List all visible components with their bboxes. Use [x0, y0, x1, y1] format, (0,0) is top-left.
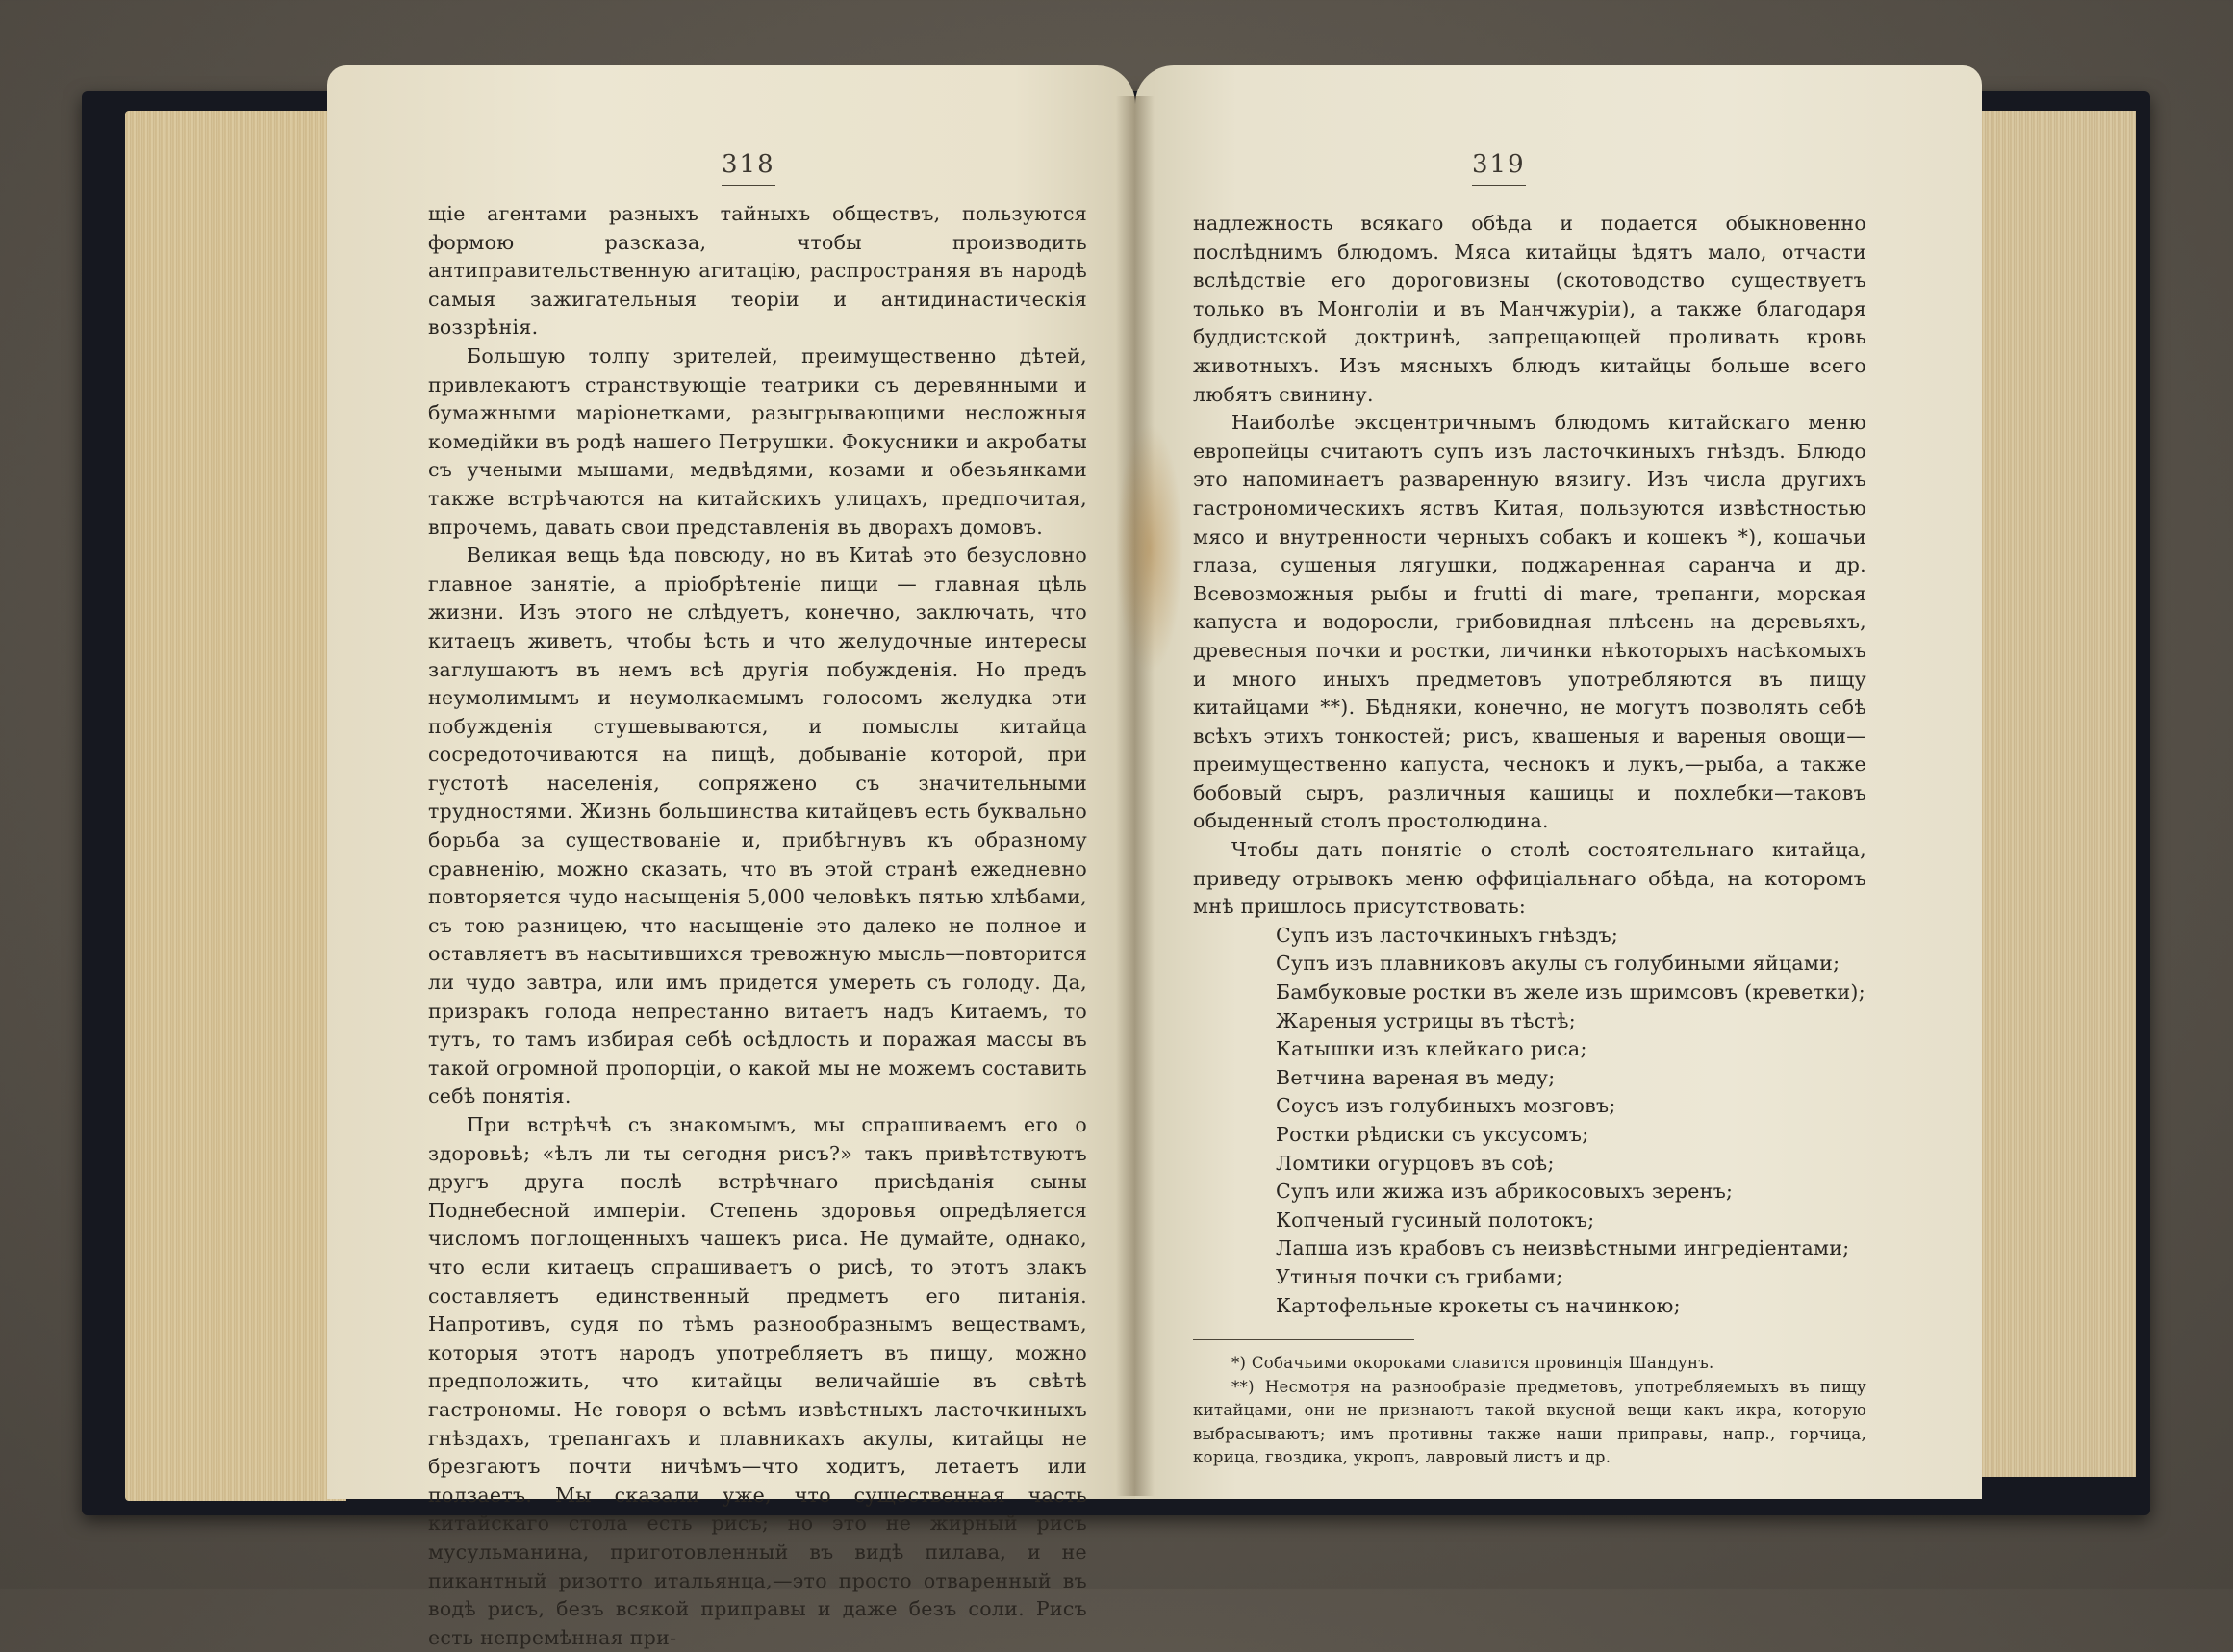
- right-page-number: 319: [1472, 150, 1526, 186]
- left-paragraph-4: При встрѣчѣ съ знакомымъ, мы спрашиваемъ его о здоровьѣ; «ѣлъ ли ты сегодня рисъ?» такъ привѣтствуютъ другъ друга послѣ встрѣчнаго присѣданія сыны Поднебесной имперіи. Степень здоровья опредѣляется числомъ поглощенныхъ чашекъ риса. Не думайте, однако, что если китаецъ спрашиваетъ о рисѣ, то этотъ злакъ составляетъ единственный предметъ его питанія. Напротивъ, судя по тѣмъ разнообразнымъ веществамъ, которыя этотъ народъ употребляетъ въ пищу, можно предположить, что китайцы величайшіе въ свѣтѣ гастрономы. Не говоря о всѣмъ извѣстныхъ ласточкиныхъ гнѣздахъ, трепангахъ и плавникахъ акулы, китайцы не брезгаютъ почти ничѣмъ—что ходитъ, летаетъ или ползаетъ. Мы сказали уже, что существенная часть китайскаго стола есть рисъ; но это не жирный рисъ мусульманина, приготовленный въ видѣ пилава, и не пикантный ризотто итальянца,—это просто отваренный въ водѣ рисъ, безъ всякой приправы и даже безъ соли. Рисъ есть непремѣнная при-: [428, 1113, 1087, 1649]
- menu-item: Супъ изъ плавниковъ акулы съ голубиными яйцами;: [1276, 952, 1840, 976]
- left-page-number: 318: [722, 150, 775, 186]
- menu-item: Бамбуковые ростки въ желе изъ шримсовъ (креветки);: [1276, 980, 1865, 1004]
- menu-item: Супъ или жижа изъ абрикосовыхъ зеренъ;: [1276, 1180, 1734, 1204]
- right-page-text: [1193, 210, 1866, 1470]
- page-edges-left: [125, 111, 346, 1501]
- menu-item: Катышки изъ клейкаго риса;: [1276, 1037, 1587, 1061]
- footnote-rule: [1193, 1339, 1414, 1340]
- right-page: [1135, 65, 1982, 1499]
- left-paragraph-1: щіе агентами разныхъ тайныхъ обществъ, пользуются формою разсказа, чтобы производить антиправительственную агитацію, распространяя въ народѣ самыя зажигательныя теоріи и антидинастическія воззрѣнія.: [428, 202, 1087, 340]
- left-paragraph-2: Большую толпу зрителей, преимущественно дѣтей, привлекаютъ странствующіе театрики съ деревянными и бумажными маріонетками, разыгрывающими несложныя комедійки въ родѣ нашего Петрушки. Фокусники и акробаты съ учеными мышами, медвѣдями, козами и обезьянками также встрѣчаются на китайскихъ улицахъ, предпочитая, впрочемъ, давать свои представленія въ дворахъ домовъ.: [428, 343, 1087, 539]
- footnotes: [1193, 1352, 1866, 1470]
- menu-item: Ломтики огурцовъ въ соѣ;: [1276, 1151, 1555, 1175]
- footnote-2: **) Несмотря на разнообразіе предметовъ, употребляемыхъ въ пищу китайцами, они не признаютъ такой вкусной вещи какъ икра, которую выбрасываютъ; имъ противны также наши приправы, напр., горчица, корица, гвоздика, укропъ, лавровый листъ и др.: [1193, 1377, 1866, 1467]
- right-paragraph-1: надлежность всякаго обѣда и подается обыкновенно послѣднимъ блюдомъ. Мяса китайцы ѣдятъ мало, отчасти вслѣдствіе его дороговизны (скотоводство существуетъ только въ Монголіи и въ Манчжуріи), а также благодаря буддистской доктринѣ, запрещающей проливать кровь животныхъ. Изъ мясныхъ блюдъ китайцы больше всего любятъ свинину.: [1193, 212, 1866, 406]
- page-stain: [1116, 423, 1183, 674]
- menu-item: Жареныя устрицы въ тѣстѣ;: [1276, 1008, 1577, 1032]
- menu-item: Соусъ изъ голубиныхъ мозговъ;: [1276, 1094, 1616, 1118]
- book-gutter: [1116, 96, 1155, 1496]
- menu-item: Копченый гусиный полотокъ;: [1276, 1207, 1595, 1232]
- menu-item: Картофельные крокеты съ начинкою;: [1276, 1293, 1681, 1317]
- right-paragraph-2: Наиболѣе эксцентричнымъ блюдомъ китайскаго меню европейцы считаютъ супъ изъ ласточкиныхъ гнѣздъ. Блюдо это напоминаетъ разваренную вязигу. Изъ числа другихъ гастрономическихъ яствъ Китая, пользуются извѣстностью мясо и внутренности черныхъ собакъ и кошекъ *), кошачьи глаза, сушеныя лягушки, поджаренная саранча и др. Всевозможныя рыбы и frutti di mare, трепанги, морская капуста и водоросли, грибовидная плѣсень на деревьяхъ, древесныя почки и ростки, личинки нѣкоторыхъ насѣкомыхъ и много иныхъ предметовъ употребляются въ пищу китайцами **). Бѣдняки, конечно, не могутъ позволять себѣ всѣхъ этихъ тонкостей; рисъ, квашеныя и вареныя овощи—преимущественно капуста, чеснокъ и лукъ,—рыба, а также бобовый сыръ, различныя кашицы и похлебки—таковъ обыденный столъ простолюдина.: [1193, 411, 1866, 833]
- footnote-1: *) Собачьими окороками славится провинція Шандунъ.: [1231, 1354, 1714, 1373]
- menu-item: Ветчина вареная въ меду;: [1276, 1065, 1556, 1089]
- left-page-text: [428, 200, 1087, 1652]
- right-paragraph-3: Чтобы дать понятіе о столѣ состоятельнаго китайца, приведу отрывокъ меню оффиціальнаго обѣда, на которомъ мнѣ пришлось присутствовать:: [1193, 838, 1866, 919]
- menu-item: Лапша изъ крабовъ съ неизвѣстными ингредіентами;: [1276, 1236, 1850, 1260]
- menu-item: Супъ изъ ласточкиныхъ гнѣздъ;: [1276, 923, 1619, 947]
- page-edges-right: [1963, 111, 2136, 1477]
- menu-list: [1193, 922, 1866, 1320]
- menu-item: Ростки рѣдиски съ уксусомъ;: [1276, 1123, 1589, 1146]
- left-page: [327, 65, 1135, 1649]
- menu-item: Утиныя почки съ грибами;: [1276, 1264, 1563, 1288]
- left-paragraph-3: Великая вещь ѣда повсюду, но въ Китаѣ это безусловно главное занятіе, а пріобрѣтеніе пищи — главная цѣль жизни. Изъ этого не слѣдуетъ, конечно, заключать, что китаецъ живетъ, чтобы ѣсть и что желудочные интересы заглушаютъ въ немъ всѣ другія побужденія. Но предъ неумолимымъ и неумолкаемымъ голосомъ желудка эти побужденія стушевываются, и помыслы китайца сосредоточиваются на пищѣ, добываніе которой, при густотѣ населенія, сопряжено съ значительными трудностями. Жизнь большинства китайцевъ есть буквально борьба за существованіе и, прибѣгнувъ къ образному сравненію, можно сказать, что въ этой странѣ ежедневно повторяется чудо насыщенія 5,000 человѣкъ пятью хлѣбами, съ тою разницею, что насыщеніе это далеко не полное и оставляетъ въ насытившихся тревожную мысль—повторится ли чудо завтра, или имъ придется умереть съ голоду. Да, призракъ голода непрестанно витаетъ надъ Китаемъ, то тутъ, то тамъ избирая себѣ осѣдлость и поражая массы въ такой огромной пропорціи, о какой мы не можемъ составить себѣ понятія.: [428, 544, 1087, 1108]
